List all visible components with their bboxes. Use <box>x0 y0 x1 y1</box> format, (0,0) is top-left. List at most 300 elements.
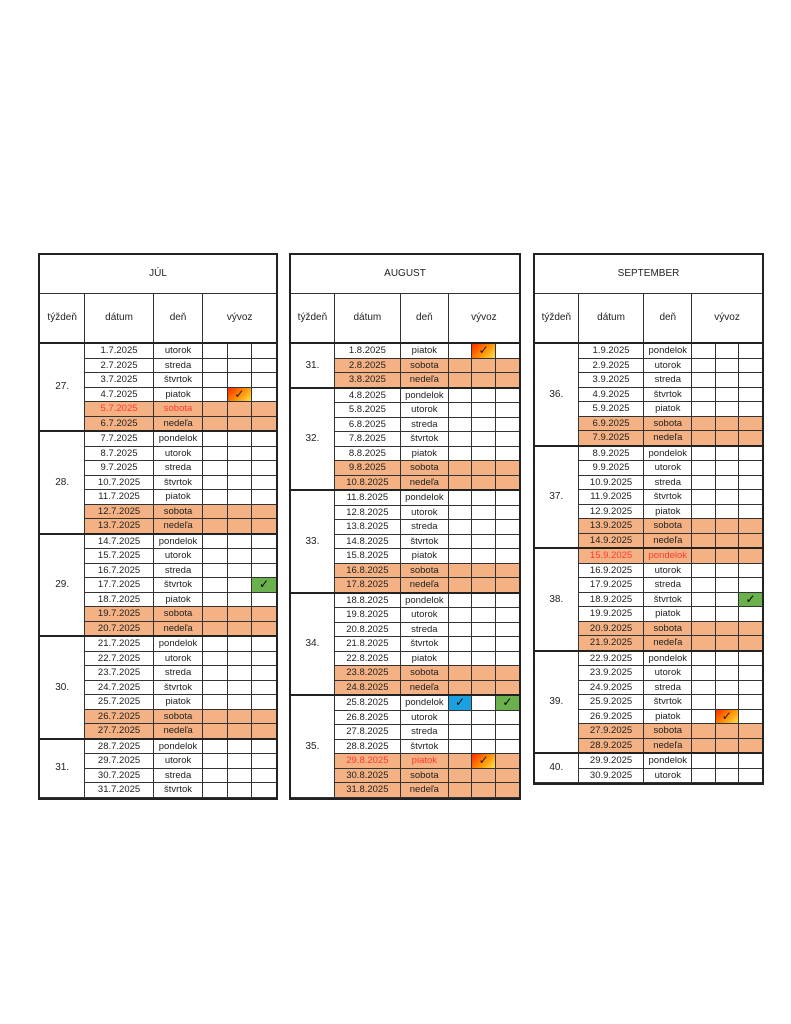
day-cell: sobota <box>644 621 692 636</box>
pickup-cell <box>227 621 251 636</box>
pickup-cell <box>448 520 472 535</box>
pickup-cell <box>203 709 227 724</box>
day-cell: streda <box>153 461 203 476</box>
pickup-cell <box>472 461 496 476</box>
pickup-cell <box>472 651 496 666</box>
date-cell: 4.9.2025 <box>578 387 644 402</box>
pickup-cell <box>472 754 496 769</box>
day-cell: nedeľa <box>644 636 692 651</box>
day-cell: sobota <box>644 519 692 534</box>
pickup-cell <box>738 402 762 417</box>
month-table-sep <box>533 253 764 785</box>
week-number: 33. <box>291 490 334 593</box>
date-cell: 14.9.2025 <box>578 533 644 548</box>
pickup-cell <box>495 373 519 388</box>
table-row <box>40 636 276 651</box>
pickup-cell <box>692 533 715 548</box>
pickup-cell <box>227 534 251 549</box>
pickup-cell <box>692 461 715 476</box>
pickup-cell <box>203 373 227 388</box>
pickup-cell <box>715 768 738 783</box>
date-cell: 17.7.2025 <box>85 578 153 593</box>
pickup-cell <box>715 431 738 446</box>
day-cell: nedeľa <box>153 519 203 534</box>
day-cell: streda <box>153 358 203 373</box>
pickup-cell <box>692 504 715 519</box>
date-cell: 1.7.2025 <box>85 343 153 358</box>
pickup-cell <box>715 695 738 710</box>
pickup-cell <box>448 608 472 623</box>
pickup-cell <box>448 768 472 783</box>
pickup-cell <box>495 343 519 358</box>
pickup-cell <box>252 358 276 373</box>
month-table-jul <box>38 253 278 800</box>
table-row <box>291 490 519 505</box>
pickup-cell <box>495 358 519 373</box>
pickup-cell <box>715 578 738 593</box>
col-header-day: deň <box>153 294 203 344</box>
check-orange-icon: ✓ <box>228 388 251 402</box>
date-cell: 27.9.2025 <box>578 724 644 739</box>
table-row <box>291 343 519 358</box>
month-title: SEPTEMBER <box>535 255 762 294</box>
pickup-cell <box>715 592 738 607</box>
pickup-cell <box>472 622 496 637</box>
date-cell: 13.8.2025 <box>334 520 400 535</box>
date-cell: 28.7.2025 <box>85 739 153 754</box>
pickup-cell <box>252 387 276 402</box>
pickup-cell <box>495 637 519 652</box>
date-cell: 15.7.2025 <box>85 549 153 564</box>
pickup-cell <box>495 417 519 432</box>
pickup-cell <box>252 724 276 739</box>
day-cell: piatok <box>400 549 448 564</box>
date-cell: 5.8.2025 <box>334 403 400 418</box>
day-cell: utorok <box>153 651 203 666</box>
pickup-cell <box>227 504 251 519</box>
pickup-cell <box>692 578 715 593</box>
date-cell: 19.8.2025 <box>334 608 400 623</box>
pickup-cell <box>495 505 519 520</box>
pickup-cell <box>472 739 496 754</box>
day-cell: streda <box>400 622 448 637</box>
pickup-cell <box>495 651 519 666</box>
pickup-cell <box>692 621 715 636</box>
pickup-cell <box>715 680 738 695</box>
pickup-cell <box>495 563 519 578</box>
pickup-cell <box>495 725 519 740</box>
pickup-cell <box>738 636 762 651</box>
date-cell: 7.7.2025 <box>85 431 153 446</box>
pickup-cell <box>227 402 251 417</box>
col-header-pickup: vývoz <box>203 294 276 344</box>
pickup-cell <box>495 754 519 769</box>
pickup-cell <box>252 534 276 549</box>
pickup-cell <box>252 709 276 724</box>
pickup-cell <box>472 343 496 358</box>
date-cell: 18.7.2025 <box>85 592 153 607</box>
day-cell: pondelok <box>400 593 448 608</box>
day-cell: sobota <box>644 416 692 431</box>
pickup-cell <box>472 666 496 681</box>
pickup-cell <box>472 403 496 418</box>
day-cell: streda <box>644 475 692 490</box>
date-cell: 8.8.2025 <box>334 446 400 461</box>
pickup-cell <box>227 431 251 446</box>
day-cell: sobota <box>400 768 448 783</box>
pickup-cell <box>203 680 227 695</box>
pickup-cell <box>203 754 227 769</box>
pickup-cell <box>738 504 762 519</box>
day-cell: utorok <box>644 666 692 681</box>
date-cell: 16.7.2025 <box>85 563 153 578</box>
pickup-cell <box>448 725 472 740</box>
pickup-cell <box>715 387 738 402</box>
date-cell: 23.7.2025 <box>85 666 153 681</box>
pickup-cell <box>448 680 472 695</box>
day-cell: piatok <box>400 343 448 358</box>
pickup-cell <box>227 387 251 402</box>
pickup-cell <box>227 549 251 564</box>
date-cell: 28.9.2025 <box>578 738 644 753</box>
pickup-cell <box>692 651 715 666</box>
day-cell: streda <box>400 520 448 535</box>
day-cell: štvrtok <box>153 475 203 490</box>
date-cell: 3.8.2025 <box>334 373 400 388</box>
week-number: 38. <box>535 548 578 651</box>
pickup-cell <box>738 680 762 695</box>
pickup-cell <box>495 490 519 505</box>
pickup-cell <box>448 490 472 505</box>
date-cell: 21.9.2025 <box>578 636 644 651</box>
date-cell: 8.9.2025 <box>578 446 644 461</box>
pickup-cell <box>738 709 762 724</box>
pickup-cell <box>692 592 715 607</box>
day-cell: sobota <box>153 504 203 519</box>
pickup-cell <box>715 724 738 739</box>
day-cell: nedeľa <box>153 621 203 636</box>
pickup-cell <box>203 519 227 534</box>
day-cell: štvrtok <box>644 592 692 607</box>
date-cell: 20.9.2025 <box>578 621 644 636</box>
pickup-cell <box>252 416 276 431</box>
pickup-cell <box>715 753 738 768</box>
pickup-cell <box>472 358 496 373</box>
pickup-cell <box>203 416 227 431</box>
pickup-cell <box>715 504 738 519</box>
date-cell: 12.9.2025 <box>578 504 644 519</box>
day-cell: piatok <box>153 695 203 710</box>
pickup-cell <box>252 592 276 607</box>
pickup-cell <box>472 388 496 403</box>
day-cell: nedeľa <box>153 416 203 431</box>
week-number: 29. <box>40 534 85 637</box>
date-cell: 24.8.2025 <box>334 680 400 695</box>
pickup-cell <box>738 475 762 490</box>
pickup-cell <box>692 475 715 490</box>
day-cell: utorok <box>644 461 692 476</box>
month-title: AUGUST <box>291 255 519 294</box>
pickup-cell <box>448 358 472 373</box>
pickup-cell <box>203 431 227 446</box>
date-cell: 13.9.2025 <box>578 519 644 534</box>
pickup-cell <box>227 607 251 622</box>
day-cell: piatok <box>644 504 692 519</box>
pickup-cell <box>495 593 519 608</box>
date-cell: 1.9.2025 <box>578 343 644 358</box>
day-cell: piatok <box>644 402 692 417</box>
table-row <box>535 548 762 563</box>
pickup-cell <box>252 490 276 505</box>
pickup-cell <box>227 461 251 476</box>
day-cell: piatok <box>644 607 692 622</box>
table-row <box>40 431 276 446</box>
day-cell: utorok <box>153 549 203 564</box>
date-cell: 25.9.2025 <box>578 695 644 710</box>
day-cell: sobota <box>153 607 203 622</box>
table-row <box>40 343 276 358</box>
date-cell: 11.8.2025 <box>334 490 400 505</box>
day-cell: pondelok <box>153 739 203 754</box>
pickup-cell <box>738 533 762 548</box>
pickup-cell <box>203 621 227 636</box>
pickup-cell <box>495 783 519 798</box>
pickup-cell <box>495 403 519 418</box>
day-cell: pondelok <box>400 388 448 403</box>
pickup-cell <box>203 446 227 461</box>
pickup-cell <box>252 563 276 578</box>
day-cell: pondelok <box>153 431 203 446</box>
pickup-cell <box>448 446 472 461</box>
pickup-cell <box>227 783 251 798</box>
pickup-cell <box>715 636 738 651</box>
date-cell: 6.9.2025 <box>578 416 644 431</box>
pickup-cell <box>448 637 472 652</box>
pickup-cell <box>227 563 251 578</box>
pickup-cell <box>227 475 251 490</box>
day-cell: nedeľa <box>644 431 692 446</box>
date-cell: 17.9.2025 <box>578 578 644 593</box>
pickup-cell <box>472 725 496 740</box>
pickup-cell <box>472 432 496 447</box>
pickup-cell <box>203 592 227 607</box>
pickup-cell <box>472 520 496 535</box>
month-table-aug <box>289 253 521 800</box>
day-cell: pondelok <box>644 548 692 563</box>
pickup-cell <box>472 783 496 798</box>
pickup-cell <box>252 402 276 417</box>
date-cell: 28.8.2025 <box>334 739 400 754</box>
pickup-cell <box>227 446 251 461</box>
pickup-cell <box>738 373 762 388</box>
week-number: 28. <box>40 431 85 534</box>
pickup-cell <box>203 783 227 798</box>
pickup-cell <box>715 490 738 505</box>
pickup-cell <box>692 695 715 710</box>
day-cell: nedeľa <box>153 724 203 739</box>
pickup-cell <box>448 461 472 476</box>
check-green-icon: ✓ <box>739 593 762 607</box>
date-cell: 7.9.2025 <box>578 431 644 446</box>
pickup-cell <box>252 446 276 461</box>
week-number: 35. <box>291 695 334 797</box>
day-cell: sobota <box>153 709 203 724</box>
date-cell: 25.8.2025 <box>334 695 400 710</box>
pickup-cell <box>448 475 472 490</box>
pickup-cell <box>252 783 276 798</box>
table-row <box>535 446 762 461</box>
pickup-cell <box>738 621 762 636</box>
date-cell: 23.9.2025 <box>578 666 644 681</box>
pickup-cell <box>252 651 276 666</box>
pickup-cell <box>715 563 738 578</box>
pickup-cell <box>692 724 715 739</box>
date-cell: 18.9.2025 <box>578 592 644 607</box>
pickup-cell <box>252 461 276 476</box>
pickup-cell <box>203 343 227 358</box>
pickup-cell <box>495 695 519 710</box>
day-cell: streda <box>400 417 448 432</box>
pickup-cell <box>495 432 519 447</box>
day-cell: nedeľa <box>400 783 448 798</box>
day-cell: sobota <box>400 666 448 681</box>
day-cell: pondelok <box>400 490 448 505</box>
date-cell: 9.9.2025 <box>578 461 644 476</box>
pickup-cell <box>472 578 496 593</box>
check-orange-icon: ✓ <box>716 710 738 724</box>
pickup-cell <box>448 651 472 666</box>
day-cell: nedeľa <box>400 578 448 593</box>
day-cell: utorok <box>644 358 692 373</box>
pickup-cell <box>692 519 715 534</box>
day-cell: štvrtok <box>400 432 448 447</box>
date-cell: 2.9.2025 <box>578 358 644 373</box>
pickup-cell <box>495 739 519 754</box>
calendar-table <box>535 255 762 783</box>
pickup-cell <box>692 387 715 402</box>
pickup-cell <box>738 724 762 739</box>
pickup-cell <box>692 768 715 783</box>
pickup-cell <box>227 680 251 695</box>
pickup-cell <box>692 343 715 358</box>
pickup-cell <box>692 636 715 651</box>
pickup-cell <box>252 475 276 490</box>
week-number: 39. <box>535 651 578 754</box>
pickup-cell <box>472 417 496 432</box>
pickup-cell <box>472 593 496 608</box>
pickup-cell <box>203 768 227 783</box>
pickup-cell <box>495 520 519 535</box>
pickup-cell <box>203 607 227 622</box>
day-cell: štvrtok <box>153 680 203 695</box>
date-cell: 14.7.2025 <box>85 534 153 549</box>
pickup-cell <box>227 695 251 710</box>
day-cell: piatok <box>153 592 203 607</box>
pickup-cell <box>203 475 227 490</box>
day-cell: piatok <box>153 387 203 402</box>
week-number: 32. <box>291 388 334 491</box>
date-cell: 24.9.2025 <box>578 680 644 695</box>
col-header-week: týždeň <box>40 294 85 344</box>
pickup-cell <box>227 578 251 593</box>
pickup-cell <box>495 446 519 461</box>
day-cell: streda <box>644 373 692 388</box>
table-row <box>291 593 519 608</box>
day-cell: utorok <box>400 608 448 623</box>
pickup-cell <box>472 563 496 578</box>
date-cell: 12.7.2025 <box>85 504 153 519</box>
pickup-cell <box>227 519 251 534</box>
pickup-cell <box>495 622 519 637</box>
table-row <box>291 695 519 710</box>
pickup-cell <box>692 607 715 622</box>
pickup-cell <box>715 533 738 548</box>
date-cell: 13.7.2025 <box>85 519 153 534</box>
table-row <box>40 739 276 754</box>
day-cell: utorok <box>153 754 203 769</box>
day-cell: sobota <box>153 402 203 417</box>
pickup-cell <box>495 710 519 725</box>
date-cell: 18.8.2025 <box>334 593 400 608</box>
day-cell: štvrtok <box>400 637 448 652</box>
date-cell: 22.8.2025 <box>334 651 400 666</box>
pickup-cell <box>495 534 519 549</box>
pickup-cell <box>203 695 227 710</box>
pickup-cell <box>227 666 251 681</box>
pickup-cell <box>738 768 762 783</box>
pickup-cell <box>448 666 472 681</box>
check-green-icon: ✓ <box>496 696 519 710</box>
date-cell: 16.9.2025 <box>578 563 644 578</box>
pickup-cell <box>738 548 762 563</box>
pickup-cell <box>495 475 519 490</box>
day-cell: sobota <box>400 358 448 373</box>
pickup-cell <box>203 739 227 754</box>
day-cell: nedeľa <box>644 738 692 753</box>
day-cell: sobota <box>400 461 448 476</box>
pickup-cell <box>738 695 762 710</box>
pickup-cell <box>472 475 496 490</box>
table-row <box>291 388 519 403</box>
date-cell: 5.9.2025 <box>578 402 644 417</box>
col-header-date: dátum <box>334 294 400 344</box>
pickup-cell <box>252 768 276 783</box>
week-number: 36. <box>535 343 578 446</box>
pickup-cell <box>203 534 227 549</box>
day-cell: sobota <box>400 563 448 578</box>
col-header-day: deň <box>644 294 692 344</box>
pickup-cell <box>227 373 251 388</box>
day-cell: nedeľa <box>400 475 448 490</box>
date-cell: 15.8.2025 <box>334 549 400 564</box>
date-cell: 19.9.2025 <box>578 607 644 622</box>
pickup-cell <box>692 548 715 563</box>
pickup-cell <box>495 549 519 564</box>
pickup-cell <box>252 373 276 388</box>
pickup-cell <box>203 651 227 666</box>
pickup-cell <box>252 666 276 681</box>
pickup-cell <box>252 549 276 564</box>
date-cell: 22.9.2025 <box>578 651 644 666</box>
pickup-cell <box>495 666 519 681</box>
pickup-cell <box>227 709 251 724</box>
day-cell: pondelok <box>644 446 692 461</box>
pickup-cell <box>252 636 276 651</box>
day-cell: štvrtok <box>644 490 692 505</box>
pickup-cell <box>227 651 251 666</box>
day-cell: utorok <box>400 710 448 725</box>
pickup-cell <box>738 461 762 476</box>
